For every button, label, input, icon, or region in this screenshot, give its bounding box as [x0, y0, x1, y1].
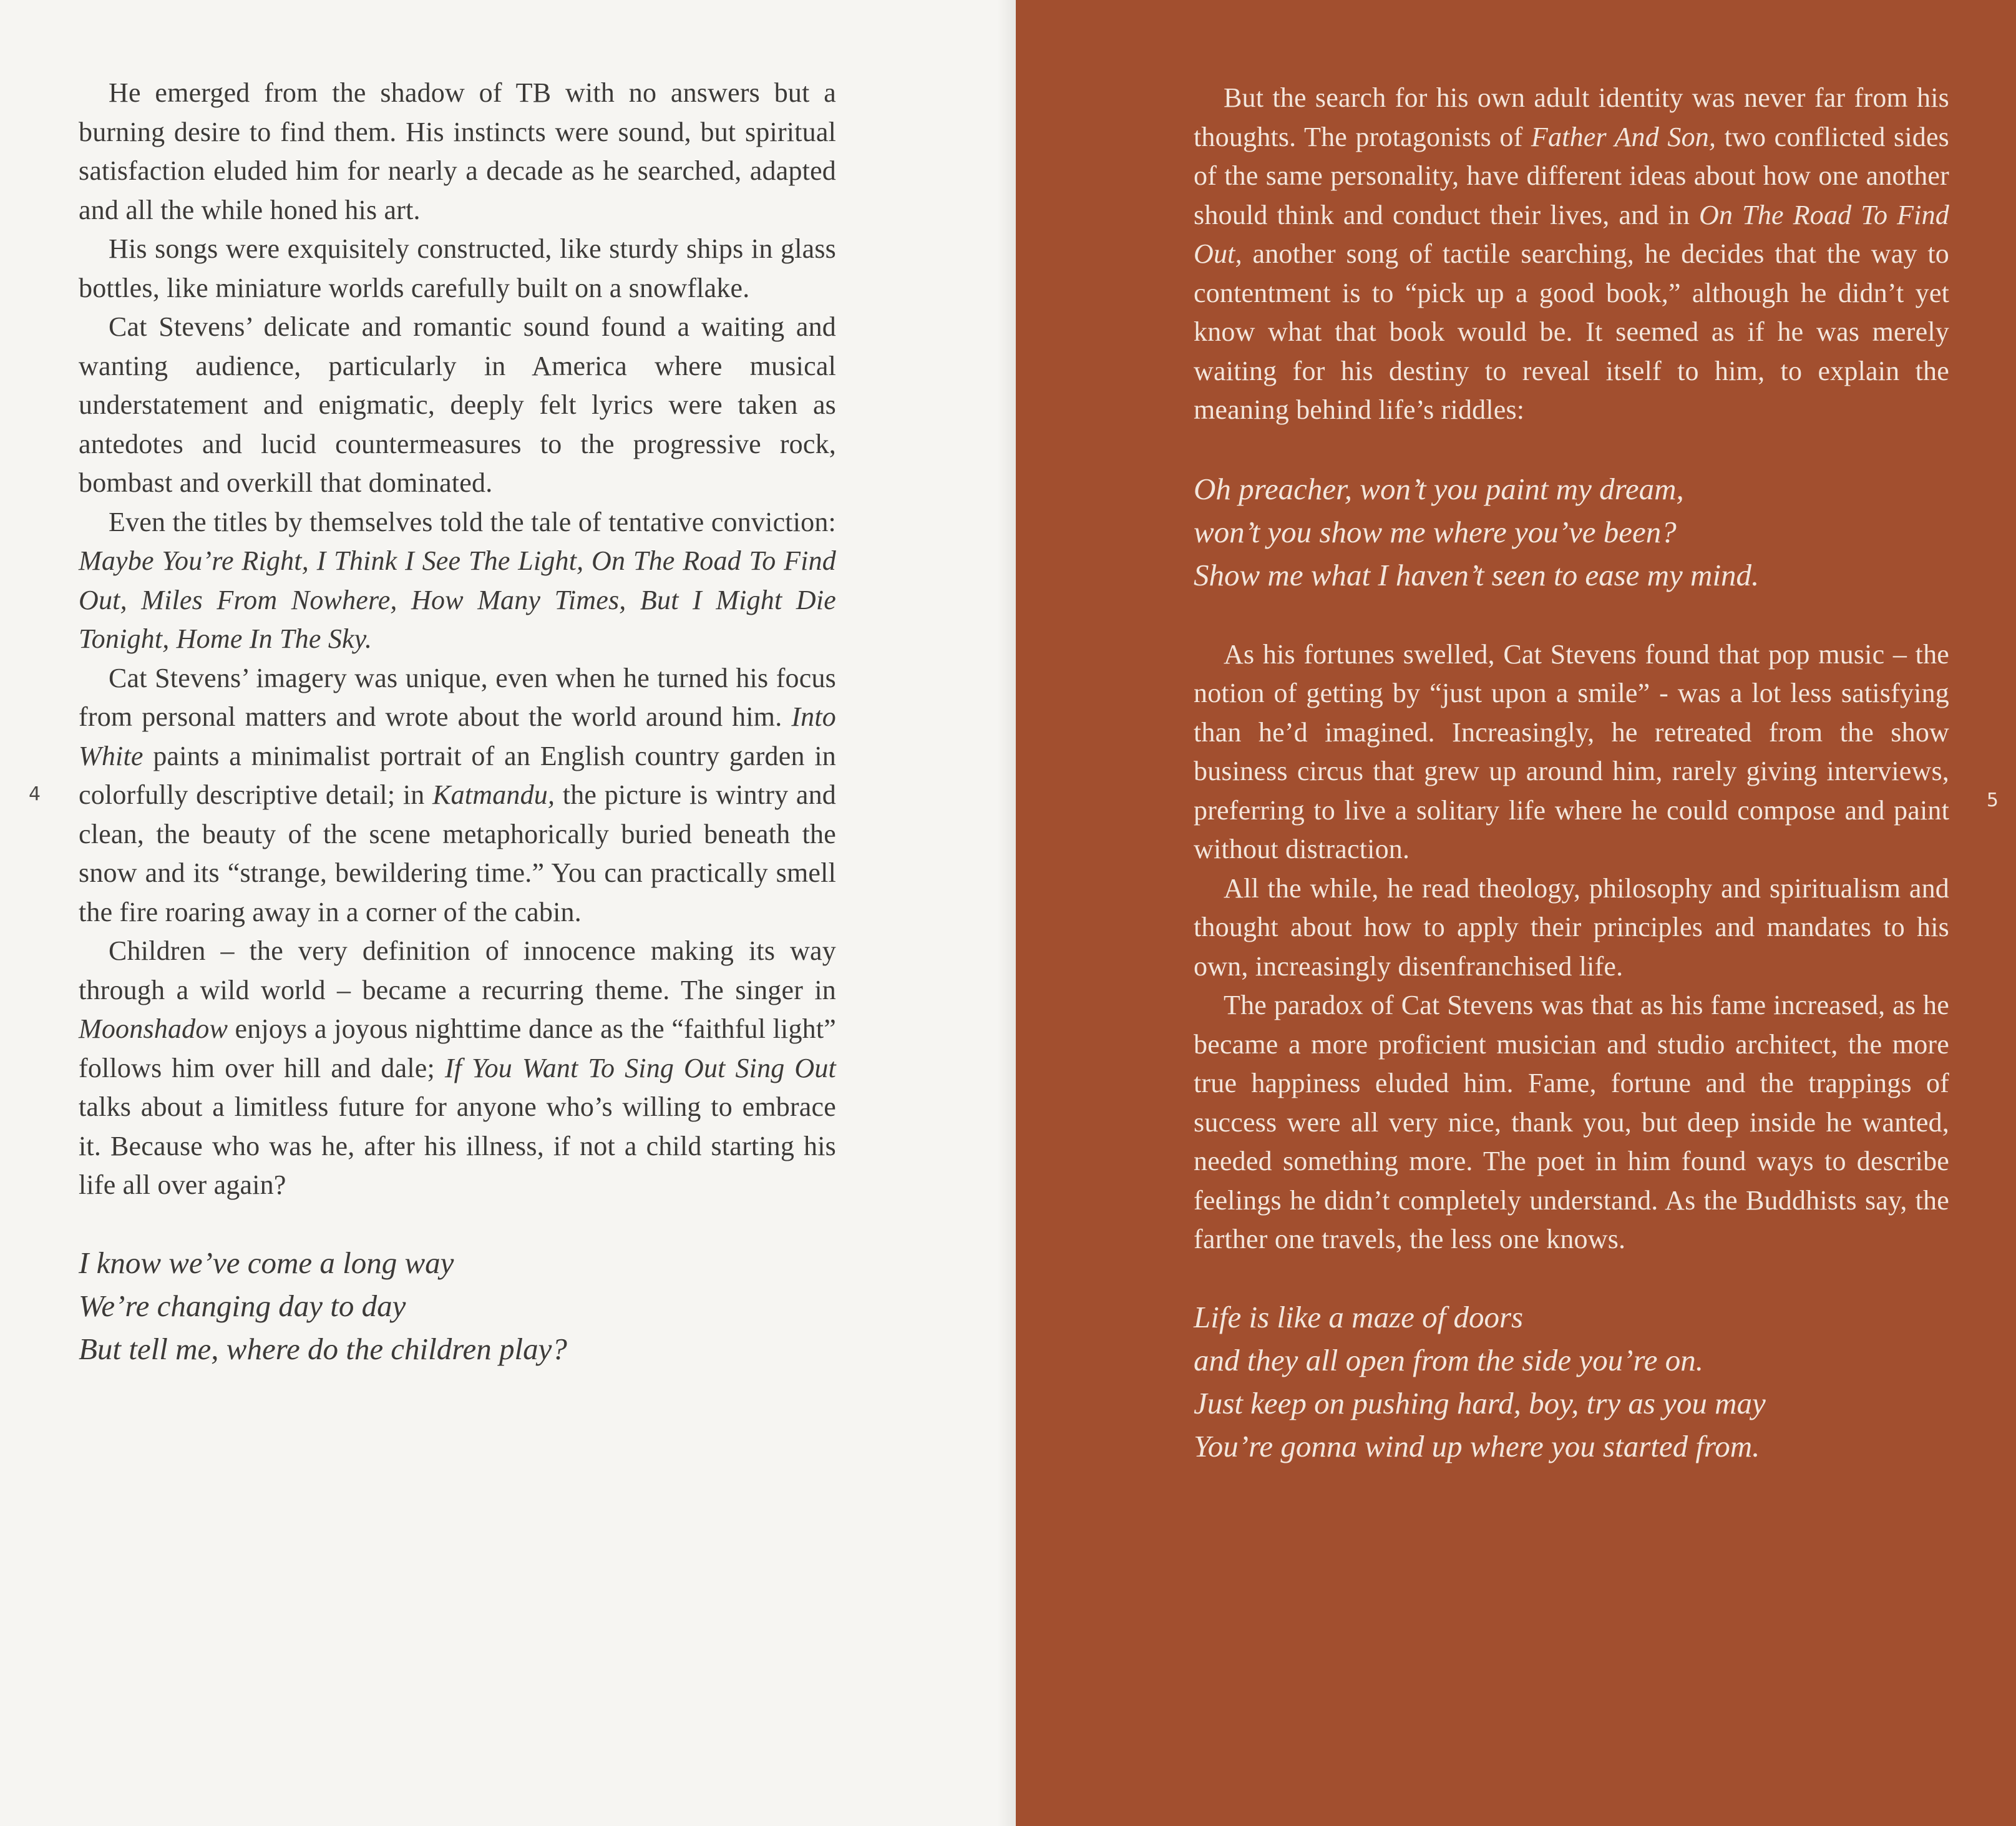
lyric-line: Life is like a maze of doors — [1194, 1299, 1524, 1334]
paragraph: Children – the very definition of innocence making its way through a wild world – became a recurring theme. The singer in Moonshadow enjoys a joyous nighttime dance as the “faithful light” follows him over hill and dale; If You Want To Sing Out Sing Out talks about a limitless future for anyone who’s willing to embrace it. Because who was he, after his illness, if not a child starting his life all over again? — [79, 935, 836, 1200]
lyric-line: Oh preacher, won’t you paint my dream, — [1194, 471, 1684, 506]
paragraph: He emerged from the shadow of TB with no answers but a burning desire to find them. His instincts were sound, but spiritual satisfaction eluded him for nearly a decade as he searched, adapted and all the while honed his art. — [79, 77, 836, 225]
paragraph: All the while, he read theology, philosophy and spiritualism and thought about how to apply their principles and mandates to his own, increasingly disenfranchised life. — [1194, 872, 1949, 982]
lyric-line: won’t you show me where you’ve been? — [1194, 514, 1677, 549]
page-number: 5 — [1986, 789, 1999, 811]
paragraph: His songs were exquisitely constructed, like sturdy ships in glass bottles, like miniature worlds carefully built on a snowflake. — [79, 233, 836, 303]
gutter-shadow — [997, 0, 1016, 1826]
lyric-line: We’re changing day to day — [79, 1288, 406, 1323]
page-number: 4 — [29, 783, 41, 805]
paragraph: As his fortunes swelled, Cat Stevens found that pop music – the notion of getting by “just upon a smile” - was a lot less satisfying than he’d imagined. Increasingly, he retreated from the show business circus that grew up around him, rarely giving interviews, preferring to live a solitary life where he could compose and paint without distraction. — [1194, 638, 1949, 864]
song-titles: Maybe You’re Right, I Think I See The Light, On The Road To Find Out, Miles From Nowhere, How Many Times, But I Might Die Tonight, Home In The Sky. — [79, 545, 836, 654]
song-title: If You Want To Sing Out Sing Out — [444, 1052, 836, 1083]
paragraph: Cat Stevens’ imagery was unique, even when he turned his focus from personal matters and wrote about the world around him. Into White paints a minimalist portrait of an English country garden in colorfully descriptive detail; in Katmandu, the picture is wintry and clean, the beauty of the scene metaphorically buried beneath the snow and its “strange, bewildering time.” You can practically smell the fire roaring away in a corner of the cabin. — [79, 662, 836, 927]
song-title: On The Road To Find Out, — [1194, 199, 1949, 269]
song-title: Katmandu, — [432, 779, 555, 810]
lyric-line: and they all open from the side you’re on. — [1194, 1342, 1703, 1377]
left-body-text — [79, 74, 836, 1205]
lyric-line: Show me what I haven’t seen to ease my mind. — [1194, 557, 1760, 592]
right-body-text-bottom — [1194, 635, 1949, 1259]
right-body-text-top — [1194, 79, 1949, 430]
right-column — [1194, 79, 1949, 1468]
paragraph: Even the titles by themselves told the tale of tentative conviction: Maybe You’re Right, I Think I See The Light, On The Road To Find Out, Miles From Nowhere, How Many Times, But I Might Die Tonight, Home In The Sky. — [79, 506, 836, 654]
paragraph: Cat Stevens’ delicate and romantic sound found a waiting and wanting audience, particularly in America where musical understatement and enigmatic, deeply felt lyrics were taken as antedotes and lucid countermeasures to the progressive rock, bombast and overkill that dominated. — [79, 311, 836, 498]
lyric-line: You’re gonna wind up where you started from. — [1194, 1428, 1760, 1463]
right-page — [1016, 0, 2016, 1826]
song-title: Moonshadow — [79, 1013, 228, 1044]
lyric-line: Just keep on pushing hard, boy, try as you may — [1194, 1385, 1766, 1420]
lyric-line: But tell me, where do the children play? — [79, 1331, 567, 1366]
lyrics-quote — [79, 1241, 836, 1370]
paragraph: The paradox of Cat Stevens was that as his fame increased, as he became a more proficient musician and studio architect, the more true happiness eluded him. Fame, fortune and the trappings of success were all very nice, thank you, but deep inside he wanted, needed something more. The poet in him found ways to describe feelings he didn’t completely understand. As the Buddhists say, the farther one travels, the less one knows. — [1194, 990, 1949, 1254]
song-title: Into White — [79, 701, 836, 771]
lyrics-quote — [1194, 1296, 1949, 1468]
lyric-line: I know we’ve come a long way — [79, 1245, 454, 1280]
paragraph: But the search for his own adult identity was never far from his thoughts. The protagonists of Father And Son, two conflicted sides of the same personality, have different ideas about how one another should think and conduct their lives, and in On The Road To Find Out, another song of tactile searching, he decides that the way to contentment is to “pick up a good book,” although he didn’t yet know what that book would be. It seemed as if he was merely waiting for his destiny to reveal itself to him, to explain the meaning behind life’s riddles: — [1194, 82, 1949, 425]
left-column — [79, 74, 836, 1370]
song-title: Father And Son, — [1531, 121, 1717, 152]
lyrics-quote — [1194, 467, 1949, 597]
